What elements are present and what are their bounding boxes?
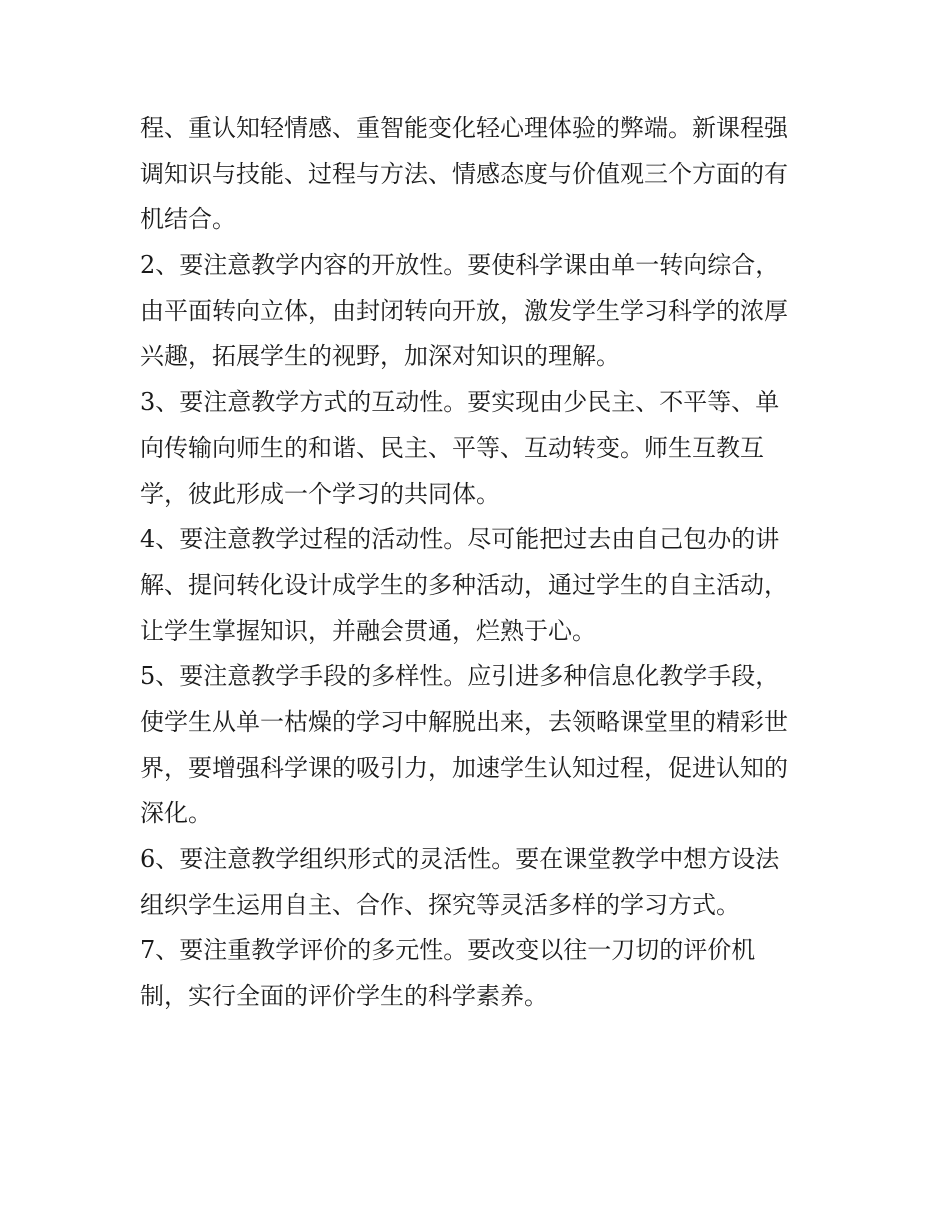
text-line: 学，彼此形成一个学习的共同体。: [140, 479, 500, 508]
text-line: 让学生掌握知识，并融会贯通，烂熟于心。: [140, 616, 596, 645]
text-line: 机结合。: [140, 205, 236, 234]
text-line: 制，实行全面的评价学生的科学素养。: [140, 982, 548, 1011]
text-line: 深化。: [140, 799, 212, 828]
list-item-2: 2、要注意教学内容的开放性。要使科学课由单一转向综合，: [140, 251, 780, 280]
text-line: 解、提问转化设计成学生的多种活动，通过学生的自主活动，: [140, 570, 788, 599]
text-line: 由平面转向立体，由封闭转向开放，激发学生学习科学的浓厚: [140, 296, 788, 325]
text-line: 兴趣，拓展学生的视野，加深对知识的理解。: [140, 342, 620, 371]
list-item-5: 5、要注意教学手段的多样性。应引进多种信息化教学手段，: [140, 662, 780, 691]
text-line: 界，要增强科学课的吸引力，加速学生认知过程，促进认知的: [140, 753, 788, 782]
text-line: 向传输向师生的和谐、民主、平等、互动转变。师生互教互: [140, 433, 764, 462]
list-item-7: 7、要注重教学评价的多元性。要改变以往一刀切的评价机: [140, 936, 756, 965]
list-item-6: 6、要注意教学组织形式的灵活性。要在课堂教学中想方设法: [140, 845, 780, 873]
text-line: 组织学生运用自主、合作、探究等灵活多样的学习方式。: [140, 890, 740, 919]
body-text: [140, 106, 820, 1020]
text-line: 程、重认知轻情感、重智能变化轻心理体验的弊端。新课程强: [140, 114, 788, 142]
text-line: 调知识与技能、过程与方法、情感态度与价值观三个方面的有: [140, 159, 788, 188]
text-line: 使学生从单一枯燥的学习中解脱出来，去领略课堂里的精彩世: [140, 707, 788, 736]
list-item-4: 4、要注意教学过程的活动性。尽可能把过去由自己包办的讲: [140, 525, 780, 554]
list-item-3: 3、要注意教学方式的互动性。要实现由少民主、不平等、单: [140, 388, 780, 417]
